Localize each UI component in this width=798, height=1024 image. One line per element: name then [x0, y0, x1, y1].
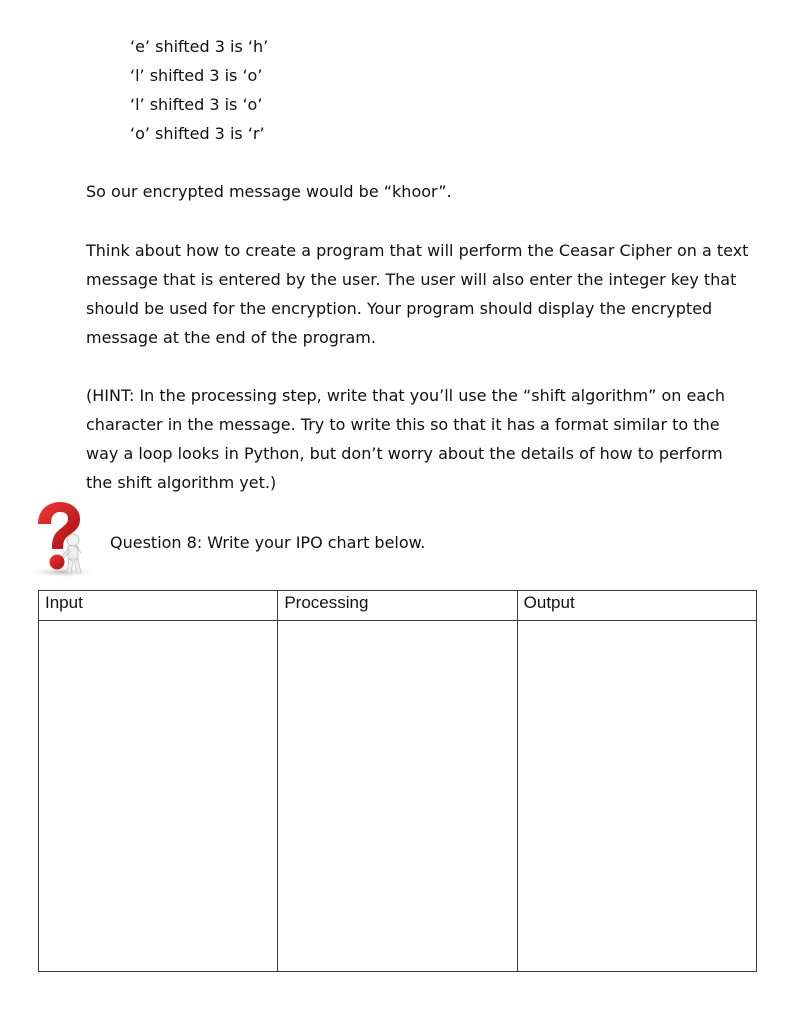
- task-line: message that is entered by the user. The user will also enter the integer key that: [86, 270, 737, 289]
- task-line: Think about how to create a program that will perform the Ceasar Cipher on a text: [86, 241, 749, 260]
- ipo-header-input: Input: [39, 591, 278, 621]
- ipo-output-cell[interactable]: [517, 621, 756, 972]
- task-line: should be used for the encryption. Your program should display the encrypted: [86, 299, 713, 318]
- ipo-header-output: Output: [517, 591, 756, 621]
- shift-example-o: ‘o’ shifted 3 is ‘r’: [130, 124, 265, 143]
- ipo-processing-cell[interactable]: [278, 621, 517, 972]
- hint-line: (HINT: In the processing step, write that you’ll use the “shift algorithm” on each: [86, 386, 726, 405]
- hint-line: way a loop looks in Python, but don’t worry about the details of how to perform: [86, 444, 723, 463]
- task-line: message at the end of the program.: [86, 328, 376, 347]
- encrypted-result-text: So our encrypted message would be “khoor”.: [86, 182, 452, 201]
- question-mark-figure-icon: [24, 500, 100, 580]
- question-8-label: Question 8: Write your IPO chart below.: [110, 533, 426, 552]
- ipo-body-row: [39, 621, 757, 972]
- hint-line: the shift algorithm yet.): [86, 473, 277, 492]
- hint-line: character in the message. Try to write this so that it has a format similar to the: [86, 415, 720, 434]
- ipo-input-cell[interactable]: [39, 621, 278, 972]
- shift-example-l2: ‘l’ shifted 3 is ‘o’: [130, 95, 263, 114]
- ipo-header-row: [39, 591, 757, 621]
- shift-example-l1: ‘l’ shifted 3 is ‘o’: [130, 66, 263, 85]
- ipo-chart-table: [38, 590, 757, 972]
- shift-example-e: ‘e’ shifted 3 is ‘h’: [130, 37, 269, 56]
- ipo-header-processing: Processing: [278, 591, 517, 621]
